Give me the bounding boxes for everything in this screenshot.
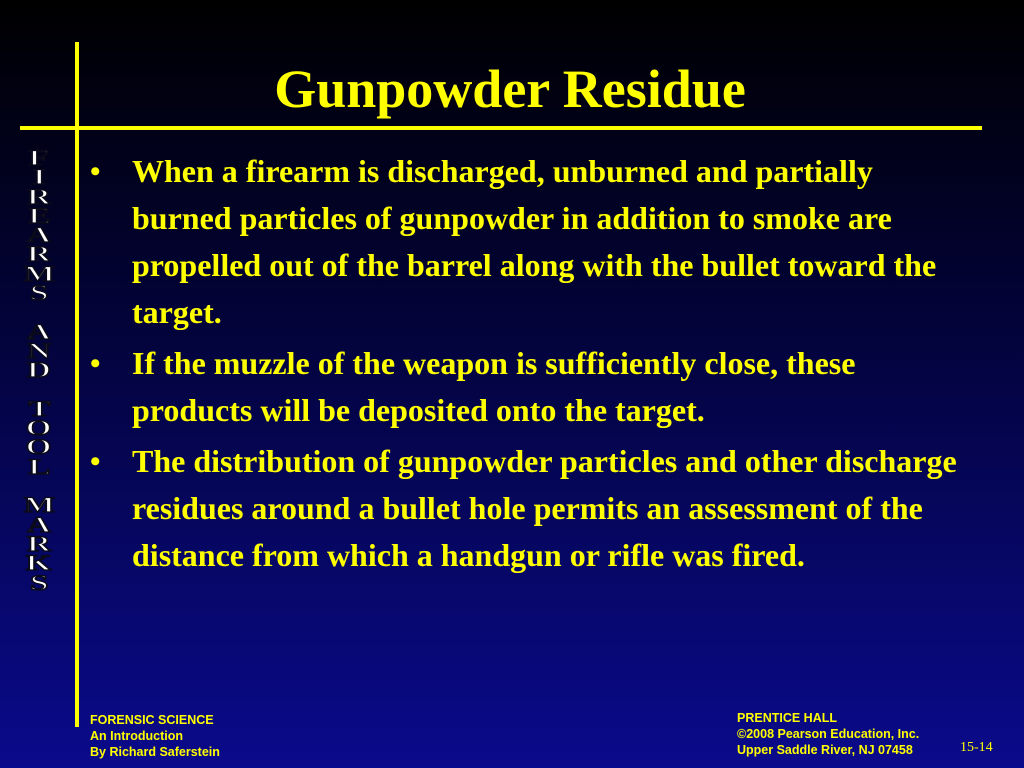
bullet-item: [84, 438, 964, 579]
bullet-list: [84, 148, 964, 583]
side-title-letter: D: [27, 357, 51, 383]
bullet-marker: •: [90, 155, 101, 188]
footer-book-author: By Richard Saferstein: [90, 745, 220, 759]
side-title-letter: L: [27, 453, 51, 479]
slide-title: Gunpowder Residue: [274, 59, 746, 119]
bullet-item: [84, 148, 964, 336]
footer-publisher-info: [737, 710, 919, 758]
footer-publisher: PRENTICE HALL: [737, 711, 837, 725]
footer-copyright: ©2008 Pearson Education, Inc.: [737, 727, 920, 741]
side-title-letter: R: [27, 183, 51, 209]
bullet-item: [84, 340, 964, 434]
side-title-letter: A: [27, 222, 51, 248]
footer-book-subtitle: An Introduction: [90, 729, 184, 743]
side-title-letter: O: [26, 415, 52, 441]
side-title-letter: E: [27, 202, 51, 228]
bullet-text: The distribution of gunpowder particles and other discharge residues around a bullet hole permits an assessment of the distance from which a handgun or rifle was fired.: [132, 443, 957, 573]
title-underline: [20, 126, 982, 130]
vertical-section-title: [10, 145, 68, 595]
side-title-letter: S: [29, 569, 49, 595]
bullet-text: If the muzzle of the weapon is sufficiently close, these products will be deposited onto the target.: [132, 345, 856, 428]
side-title-letter: S: [29, 280, 49, 306]
side-title-letter: A: [27, 511, 51, 537]
bullet-marker: •: [90, 445, 101, 478]
side-title-letter: I: [32, 164, 46, 190]
footer-address: Upper Saddle River, NJ 07458: [737, 743, 913, 757]
side-title-letter: N: [27, 337, 51, 363]
vertical-divider-line: [75, 42, 79, 727]
footer-book-info: [90, 712, 220, 760]
slide-number: 15-14: [960, 740, 993, 755]
side-title-letter: R: [27, 530, 51, 556]
side-title-letter: M: [23, 492, 55, 518]
side-title-letter: R: [27, 241, 51, 267]
side-title-letter: M: [23, 260, 55, 286]
side-title-letter: T: [27, 395, 51, 421]
side-title-letter: O: [26, 434, 52, 460]
side-title-letter: A: [27, 318, 51, 344]
side-title-letter: K: [26, 550, 52, 576]
footer-book-title: FORENSIC SCIENCE: [90, 713, 214, 727]
side-title-letter: F: [28, 145, 50, 170]
bullet-marker: •: [90, 347, 101, 380]
bullet-text: When a firearm is discharged, unburned and partially burned particles of gunpowder in addition to smoke are propelled out of the barrel along with the bullet toward the target.: [132, 153, 937, 330]
